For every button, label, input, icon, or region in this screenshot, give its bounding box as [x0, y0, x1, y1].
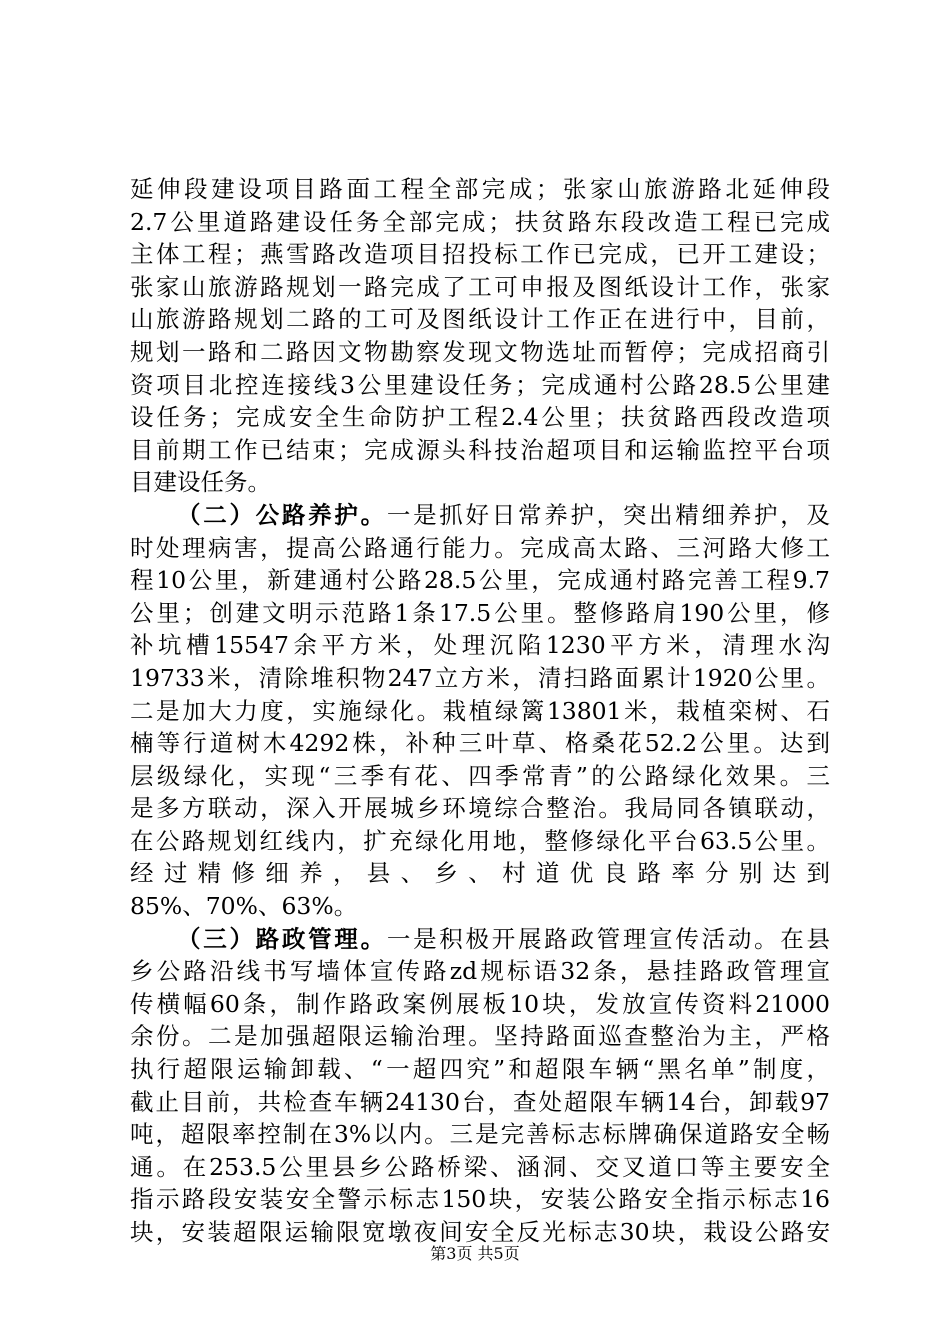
text-line: 规划一路和二路因文物勘察发现文物选址而暂停；完成招商引: [130, 337, 830, 366]
body-text: [130, 173, 830, 1249]
section-heading: （二）公路养护。: [177, 500, 387, 529]
section-first-line: [130, 923, 830, 956]
text-line: 截止目前，共检查车辆24130台，查处超限车辆14台，卸载97: [130, 1087, 830, 1116]
text-line: 层级绿化，实现“三季有花、四季常青”的公路绿化效果。三: [130, 761, 830, 790]
section-text: 一是积极开展路政管理宣传活动。在县: [386, 924, 831, 953]
text-line: 85%、70%、63%。: [130, 892, 358, 921]
text-line: 程10公里，新建通村公路28.5公里，完成通村路完善工程9.7: [130, 566, 830, 595]
text-line: 主体工程；燕雪路改造项目招投标工作已完成，已开工建设；: [130, 240, 830, 269]
section-heading: （三）路政管理。: [177, 924, 387, 953]
text-line: 楠等行道树木4292株，补种三叶草、格桑花52.2公里。达到: [130, 729, 830, 758]
text-line: 经过精修细养，县、乡、村道优良路率分别达到: [130, 859, 830, 888]
text-line: 补坑槽15547余平方米，处理沉陷1230平方米，清理水沟: [130, 631, 830, 660]
text-line: 2.7公里道路建设任务全部完成；扶贫路东段改造工程已完成: [130, 207, 830, 236]
text-line: 张家山旅游路规划一路完成了工可申报及图纸设计工作，张家: [130, 272, 830, 301]
page-footer: 第3页 共5页: [430, 1244, 520, 1263]
text-line: 传横幅60条，制作路政案例展板10块，发放宣传资料21000: [130, 989, 830, 1018]
text-line: 延伸段建设项目路面工程全部完成；张家山旅游路北延伸段: [130, 175, 830, 203]
text-line: 19733米，清除堆积物247立方米，清扫路面累计1920公里。: [130, 663, 830, 692]
text-line: 块，安装超限运输限宽墩夜间安全反光标志30块，栽设公路安: [130, 1218, 830, 1246]
section-first-line: [130, 499, 830, 532]
text-line: 指示路段安装安全警示标志150块，安装公路安全指示标志16: [130, 1185, 830, 1214]
text-line: 山旅游路规划二路的工可及图纸设计工作正在进行中，目前，: [130, 305, 830, 334]
text-line: 乡公路沿线书写墙体宣传路zd规标语32条，悬挂路政管理宣: [130, 957, 830, 986]
text-line: 目建设任务。: [130, 468, 271, 497]
section-text: 一是抓好日常养护，突出精细养护，及: [386, 500, 831, 529]
text-line: 吨，超限率控制在3%以内。三是完善标志标牌确保道路安全畅: [130, 1120, 830, 1149]
text-line: 公里；创建文明示范路1条17.5公里。整修路肩190公里，修: [130, 598, 830, 627]
text-line: 设任务；完成安全生命防护工程2.4公里；扶贫路西段改造项: [130, 403, 830, 432]
text-line: 通。在253.5公里县乡公路桥梁、涵洞、交叉道口等主要安全: [130, 1152, 830, 1181]
text-line: 目前期工作已结束；完成源头科技治超项目和运输监控平台项: [130, 435, 830, 464]
text-line: 执行超限运输卸载、“一超四究”和超限车辆“黑名单”制度，: [130, 1055, 830, 1084]
text-line: 是多方联动，深入开展城乡环境综合整治。我局同各镇联动，: [130, 794, 830, 823]
text-line: 在公路规划红线内，扩充绿化用地，整修绿化平台63.5公里。: [130, 826, 830, 855]
text-line: 二是加大力度，实施绿化。栽植绿篱13801米，栽植栾树、石: [130, 696, 830, 725]
text-line: 资项目北控连接线3公里建设任务；完成通村公路28.5公里建: [130, 370, 830, 399]
text-line: 余份。二是加强超限运输治理。坚持路面巡查整治为主，严格: [130, 1022, 830, 1051]
text-line: 时处理病害，提高公路通行能力。完成高太路、三河路大修工: [130, 533, 830, 562]
